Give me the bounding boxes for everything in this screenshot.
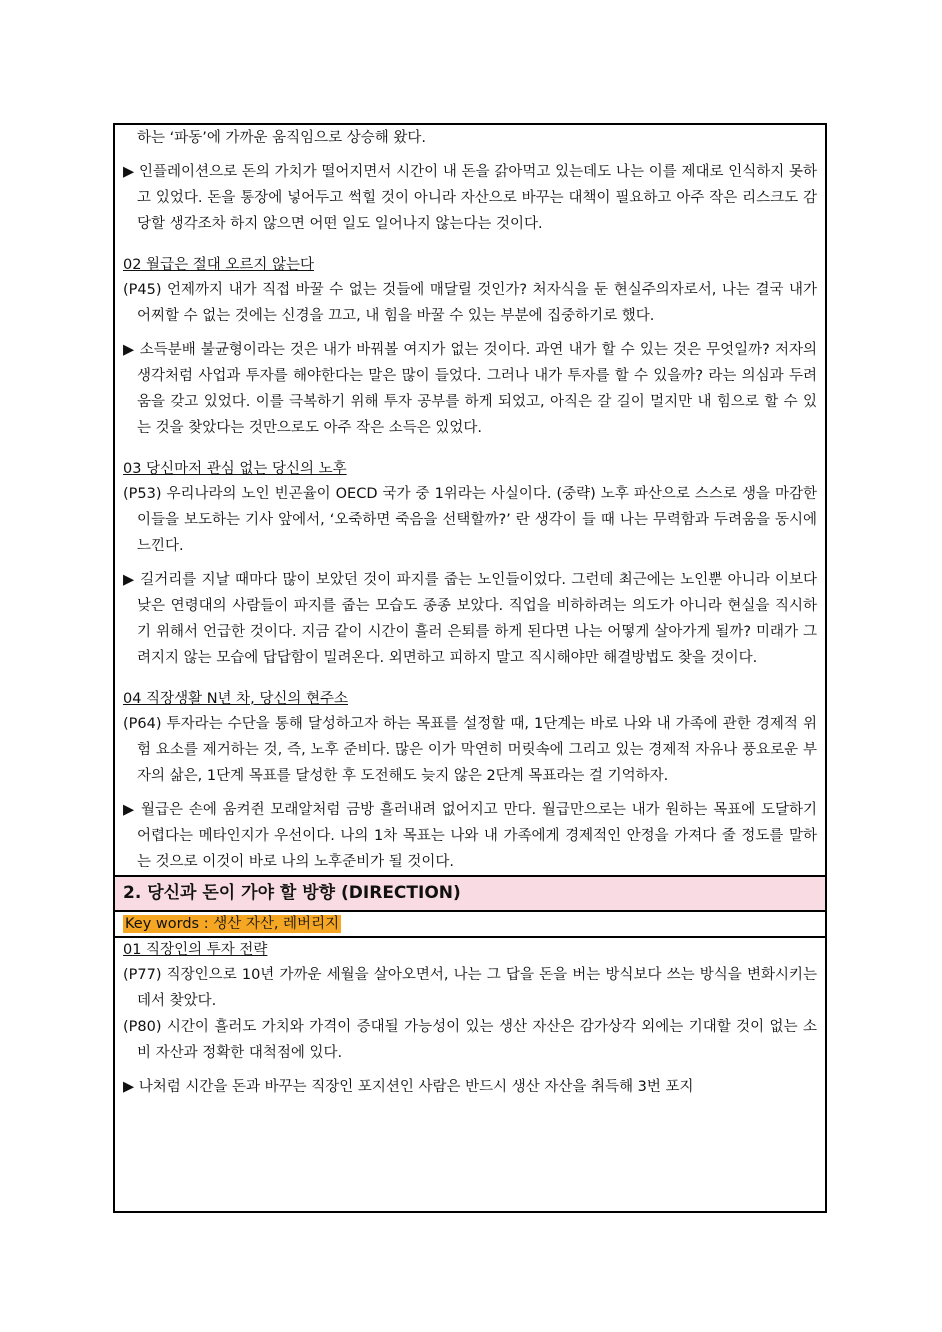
section-title: 2. 당신과 돈이 가야 할 방향 (DIRECTION) [115,875,825,912]
comment-paragraph: ▶ 나처럼 시간을 돈과 바꾸는 직장인 포지션인 사람은 반드시 생산 자산을 취득해 3번 포지 [123,1079,694,1095]
keywords-highlight: Key words : 생산 자산, 레버리지 [125,916,340,932]
block-retirement [115,457,825,671]
block-salary [115,253,825,441]
comment-paragraph: ▶ 길거리를 지날 때마다 많이 보았던 것이 파지를 줍는 노인들이었다. 그런데 최근에는 노인뿐 아니라 이보다 낮은 연령대의 사람들이 파지를 줍는 모습도 종종 보았다. 직업을 비하하려는 의도가 아니라 현실을 직시하기 위해서 언급한 것이다. 지금 같이 시간이 흘러 은퇴를 하게 된다면 나는 어떻게 살아가게 될까? 미래가 그려지지 않는 모습에 답답함이 밀려온다. 외면하고 피하지 말고 직시해야만 해결방법도 찾을 것이다. [123,572,817,666]
quote-paragraph: (P53) 우리나라의 노인 빈곤율이 OECD 국가 중 1위라는 사실이다. (중략) 노후 파산으로 스스로 생을 마감한 이들을 보도하는 기사 앞에서, ‘오죽하면 죽음을 선택할까?’ 란 생각이 들 때 나는 무력함과 두려움을 동시에 느낀다. [123,486,817,554]
comment-paragraph: ▶ 월급은 손에 움켜쥔 모래알처럼 금방 흘러내려 없어지고 만다. 월급만으로는 내가 원하는 목표에 도달하기 어렵다는 메타인지가 우선이다. 나의 1차 목표는 나와 내 가족에게 경제적인 안정을 가져다 줄 정도를 말하는 것으로 이것이 바로 나의 노후준비가 될 것이다. [123,802,817,870]
comment-paragraph: ▶ 소득분배 불균형이라는 것은 내가 바꿔볼 여지가 없는 것이다. 과연 내가 할 수 있는 것은 무엇일까? 저자의 생각처럼 사업과 투자를 해야한다는 말은 많이 들었다. 그러나 내가 투자를 할 수 있을까? 라는 의심과 두려움을 갖고 있었다. 이를 극복하기 위해 투자 공부를 하게 되었고, 아직은 갈 길이 멀지만 내 힘으로 할 수 있는 것을 찾았다는 것만으로도 아주 작은 소득은 있었다. [123,342,817,436]
comment-paragraph: ▶ 인플레이션으로 돈의 가치가 떨어지면서 시간이 내 돈을 갉아먹고 있는데도 나는 이를 제대로 인식하지 못하고 있었다. 돈을 통장에 넣어두고 썩힐 것이 아니라 자산으로 바꾸는 대책이 필요하고 아주 작은 리스크도 감당할 생각조차 하지 않으면 어떤 일도 일어나지 않는다는 것이다. [123,164,817,232]
subsection-heading: 04 직장생활 N년 차, 당신의 현주소 [123,691,349,707]
subsection-heading: 01 직장인의 투자 전략 [123,942,268,958]
quote-paragraph: (P77) 직장인으로 10년 가까운 세월을 살아오면서, 나는 그 답을 돈을 버는 방식보다 쓰는 방식을 변화시키는 데서 찾았다. [123,967,817,1009]
subsection-heading: 03 당신마저 관심 없는 당신의 노후 [123,461,347,477]
quote-paragraph: (P45) 언제까지 내가 직접 바꿀 수 없는 것들에 매달릴 것인가? 처자식을 둔 현실주의자로서, 나는 결국 내가 어찌할 수 없는 것에는 신경을 끄고, 내 힘을 바꿀 수 있는 부분에 집중하기로 했다. [123,282,817,324]
block-strategy [115,938,825,1100]
keywords-row [115,912,825,938]
subsection-heading: 02 월급은 절대 오르지 않는다 [123,257,314,273]
block-career [115,687,825,875]
quote-paragraph: (P64) 투자라는 수단을 통해 달성하고자 하는 목표를 설정할 때, 1단계는 바로 나와 내 가족에 관한 경제적 위험 요소를 제거하는 것, 즉, 노후 준비다. 많은 이가 막연히 머릿속에 그리고 있는 경제적 자유나 풍요로운 부자의 삶은, 1단계 목표를 달성한 후 도전해도 늦지 않은 2단계 목표라는 걸 기억하자. [123,716,817,784]
quote-continuation: 하는 ‘파동’에 가까운 움직임으로 상승해 왔다. [137,130,426,146]
document-frame [113,123,827,1213]
block-inflation [115,125,825,237]
quote-paragraph: (P80) 시간이 흘러도 가치와 가격이 증대될 가능성이 있는 생산 자산은 감가상각 외에는 기대할 것이 없는 소비 자산과 정확한 대척점에 있다. [123,1019,817,1061]
